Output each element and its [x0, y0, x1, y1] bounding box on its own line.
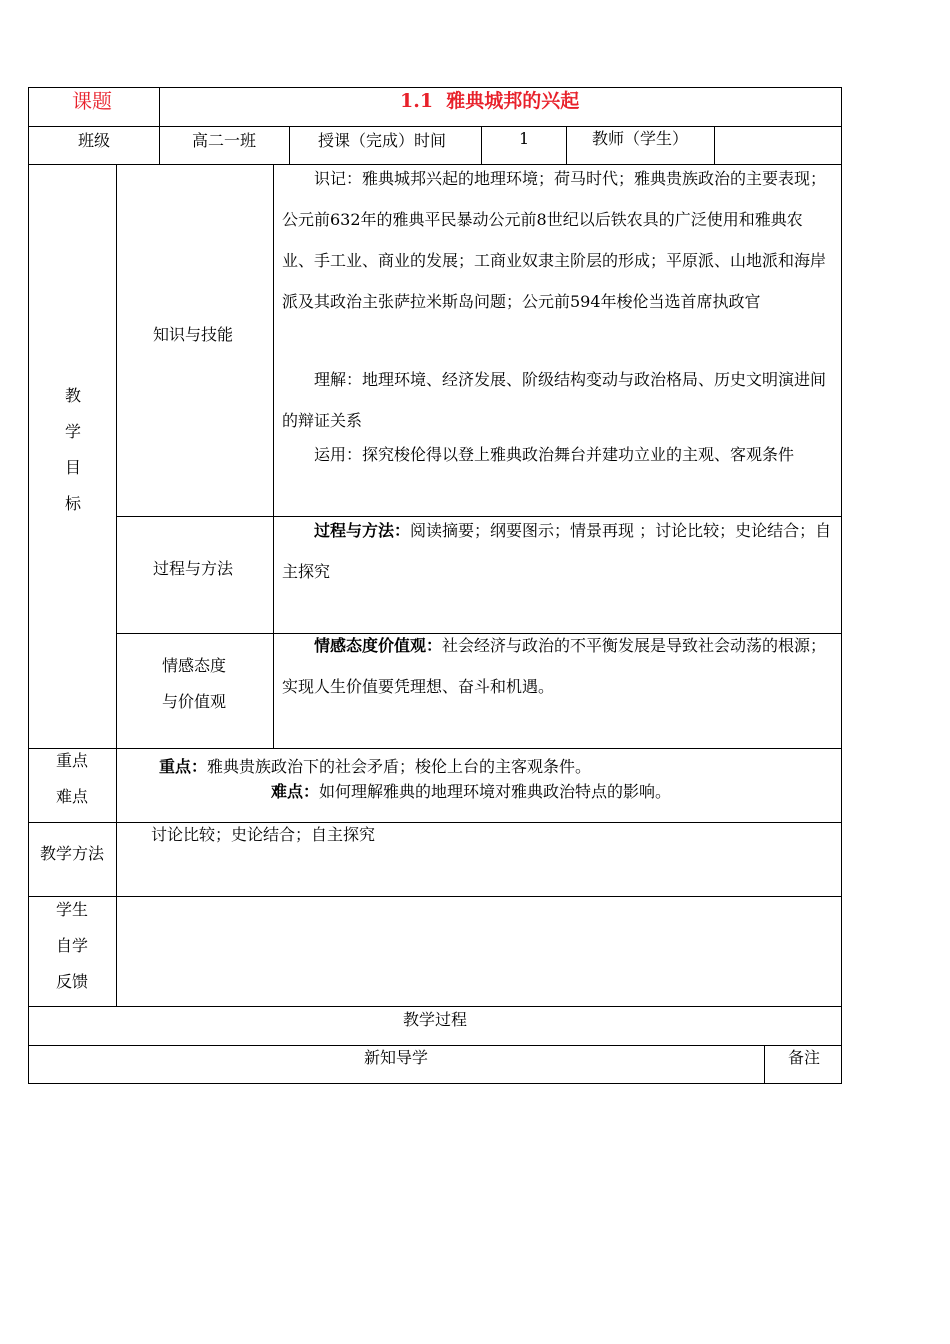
new-knowledge-label: 新知导学 — [364, 1048, 429, 1067]
keypoints-label-line2: 难点 — [56, 787, 89, 806]
method-label: 教学方法 — [40, 844, 105, 863]
teacher-label: 教师（学生） — [592, 129, 689, 148]
knowledge-label: 知识与技能 — [153, 325, 234, 344]
process-label: 过程与方法 — [153, 559, 234, 578]
time-label: 授课（完成）时间 — [318, 131, 447, 150]
process-content — [282, 510, 834, 592]
objectives-char: 教 — [64, 386, 81, 405]
emotion-bold-label: 情感态度价值观： — [314, 636, 443, 655]
emotion-content — [282, 625, 834, 707]
process-bold-label: 过程与方法： — [314, 521, 411, 540]
objectives-label — [58, 378, 88, 522]
knowledge-memorize: 识记：雅典城邦兴起的地理环境；荷马时代；雅典贵族政治的主要表现；公元前632年的雅典平民暴动公元前8世纪以后铁农具的广泛使用和雅典农业、手工业、商业的发展；工商业奴隶主阶层的形成；平原派、山地派和海岸派及其政治主张萨拉米斯岛问题；公元前594年梭伦当选首席执政官 — [282, 169, 827, 311]
process-text: 阅读摘要；纲要图示；情景再现 ；讨论比较；史论结合；自主探究 — [282, 521, 832, 581]
class-value: 高二一班 — [192, 131, 257, 150]
knowledge-understand: 理解：地理环境、经济发展、阶级结构变动与政治格局、历史文明演进间的辩证关系 — [282, 370, 827, 430]
process-section-title: 教学过程 — [403, 1010, 468, 1029]
difficult-point-bold: 难点： — [271, 782, 320, 801]
emotion-label-line2: 与价值观 — [162, 692, 227, 711]
emotion-label-line1: 情感态度 — [162, 656, 227, 675]
difficult-point-text: 如何理解雅典的地理环境对雅典政治特点的影响。 — [319, 782, 672, 801]
key-point-text: 雅典贵族政治下的社会矛盾；梭伦上台的主客观条件。 — [207, 757, 592, 776]
difficult-point — [271, 782, 671, 802]
key-point — [159, 757, 591, 777]
objectives-char: 学 — [64, 422, 81, 441]
emotion-label-cell — [116, 633, 274, 749]
feedback-label-line: 自学 — [55, 936, 88, 955]
feedback-label-line: 学生 — [55, 900, 88, 919]
page-title: 1.1 雅典城邦的兴起 — [400, 90, 580, 112]
knowledge-apply: 运用：探究梭伦得以登上雅典政治舞台并建功立业的主观、客观条件 — [314, 445, 795, 464]
feedback-label-line: 反馈 — [55, 972, 88, 991]
feedback-content-cell — [116, 896, 842, 1007]
objectives-char: 标 — [64, 494, 81, 513]
objectives-char: 目 — [64, 458, 81, 477]
class-label: 班级 — [78, 131, 111, 150]
feedback-label — [40, 892, 104, 1000]
method-text: 讨论比较；史论结合；自主探究 — [151, 825, 376, 844]
keypoints-label-line1: 重点 — [56, 751, 89, 770]
time-value: 1 — [519, 129, 530, 148]
key-point-bold: 重点： — [159, 757, 208, 776]
subject-label: 课题 — [72, 89, 112, 113]
notes-label: 备注 — [788, 1048, 821, 1067]
emotion-text: 社会经济与政治的不平衡发展是导致社会动荡的根源；实现人生价值要凭理想、奋斗和机遇。 — [282, 636, 827, 696]
